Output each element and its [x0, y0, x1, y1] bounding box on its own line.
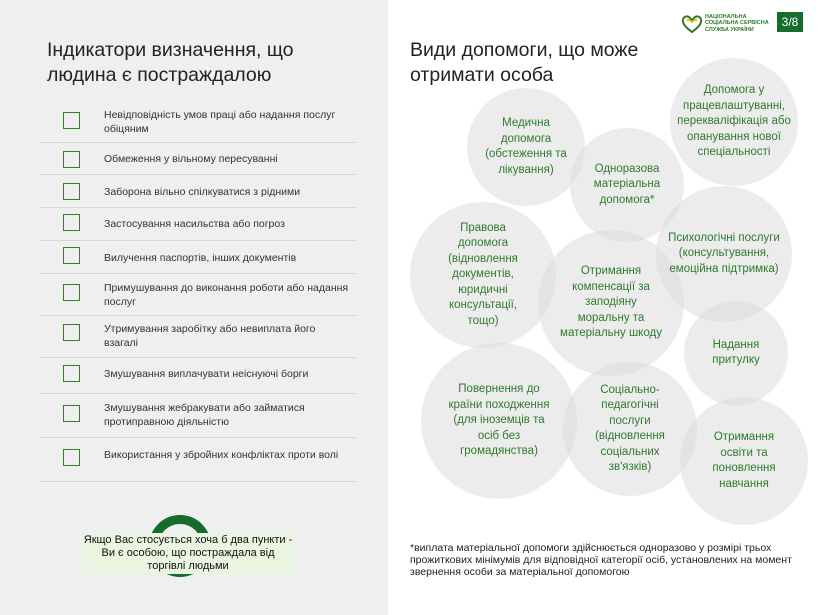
checkbox[interactable]: [63, 324, 80, 341]
indicator-row: [40, 240, 356, 274]
help-bubble-text: Медична допомога (обстеження та лікування): [485, 117, 567, 176]
help-bubble-text: Одноразова матеріальна допомога*: [593, 162, 661, 206]
help-bubble-text: Правова допомога (відновлення документів, юридичні консультації, тощо): [448, 221, 518, 327]
help-types-title: Види допомоги, що може отримати особа: [410, 39, 639, 86]
indicator-row: [40, 393, 356, 438]
logo: [681, 13, 771, 35]
indicator-row: [40, 315, 356, 358]
indicator-row: [40, 357, 356, 394]
help-bubble: [563, 362, 697, 496]
checkbox[interactable]: [63, 449, 80, 466]
indicator-text: Утримування заробітку або невиплата його взагалі: [104, 323, 316, 349]
indicator-text: Вилучення паспортів, інших документів: [104, 252, 297, 264]
help-bubble-text: Отримання компенсації за заподіяну моральну та матеріальну шкоду: [560, 265, 662, 340]
help-bubble-text: Отримання освіти та поновлення навчання: [712, 431, 776, 490]
callout-text: Якщо Вас стосується хоча б два пункти - Ви є особою, що постраждала від торгівлі людьми: [83, 534, 293, 572]
checkbox[interactable]: [63, 151, 80, 168]
help-bubble-text: Повернення до країни походження (для іноземців та осіб без громадянства): [448, 383, 550, 458]
help-bubble: [680, 397, 808, 525]
indicator-text: Обмеження у вільному пересуванні: [104, 153, 278, 165]
indicators-title: Індикатори визначення, що людина є постраждалою: [47, 39, 294, 86]
help-bubble: [410, 202, 556, 348]
help-bubble-text: Надання притулку: [712, 338, 760, 366]
indicator-text: Невідповідність умов праці або надання послуг обіцяним: [104, 109, 336, 135]
checkbox[interactable]: [63, 405, 80, 422]
help-bubble-text: Допомога у працевлаштуванні, перекваліфікація або опанування нової спеціальності: [677, 84, 791, 159]
help-bubble-text: Соціально-педагогічні послуги (відновлення соціальних зв'язків): [595, 383, 665, 473]
indicator-row: [40, 142, 356, 175]
checkbox[interactable]: [63, 112, 80, 129]
help-bubble-text: Психологічні послуги (консультування, емоційна підтримка): [668, 231, 780, 275]
indicator-row: [40, 207, 356, 241]
help-bubble: [684, 301, 788, 405]
footnote: *виплата матеріальної допомоги здійснюється одноразово у розмірі трьох прожиткових мінімумів для відповідної категорії осіб, установлених на момент звернення особи за матеріальної допомогою: [410, 542, 792, 578]
indicator-text: Використання у збройних конфліктах проти волі: [104, 449, 339, 461]
indicator-text: Заборона вільно спілкуватися з рідними: [104, 186, 301, 198]
indicator-row: [40, 273, 356, 316]
indicator-text: Змушування жебракувати або займатися протиправною діяльністю: [104, 402, 305, 428]
checkbox[interactable]: [63, 214, 80, 231]
indicator-row: [40, 437, 356, 482]
left-panel: [0, 0, 388, 615]
help-bubble: [670, 58, 798, 186]
heart-logo-icon: [681, 13, 703, 35]
checkbox[interactable]: [63, 365, 80, 382]
indicator-row: [40, 100, 356, 143]
help-bubble: [467, 88, 585, 206]
checkbox[interactable]: [63, 183, 80, 200]
indicator-row: [40, 174, 356, 208]
indicator-text: Змушування виплачувати неіснуючі борги: [104, 368, 309, 380]
indicator-text: Примушування до виконання роботи або надання послуг: [104, 282, 349, 308]
indicator-text: Застосування насильства або погроз: [104, 218, 285, 230]
logo-text: НАЦІОНАЛЬНА СОЦІАЛЬНА СЕРВІСНА СЛУЖБА УКРАЇНИ: [705, 14, 769, 33]
checkbox[interactable]: [63, 284, 80, 301]
help-bubble: [421, 343, 577, 499]
checkbox[interactable]: [63, 247, 80, 264]
page-number-badge: 3/8: [777, 12, 803, 32]
